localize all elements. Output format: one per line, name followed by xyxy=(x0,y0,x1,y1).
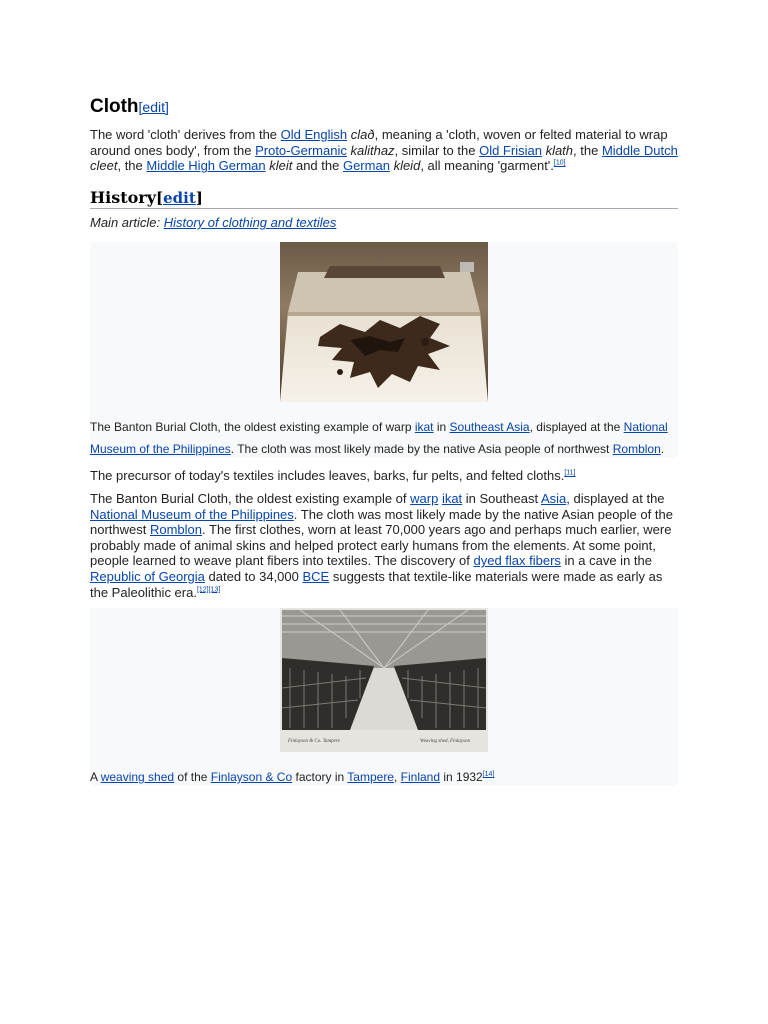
precursor-paragraph: The precursor of today's textiles includes leaves, barks, fur pelts, and felted cloths.[11] xyxy=(90,468,576,483)
main-article-hatnote: Main article: History of clothing and textiles xyxy=(90,215,337,230)
history-heading: History[edit] xyxy=(90,188,678,209)
link-old-frisian[interactable]: Old Frisian xyxy=(479,142,542,158)
figure-weaving-shed xyxy=(90,608,678,786)
link-old-english[interactable]: Old English xyxy=(280,127,348,142)
link-national-museum[interactable]: National Museum of the Philippines xyxy=(90,506,294,522)
link-proto-germanic[interactable]: Proto-Germanic xyxy=(255,142,347,158)
link-republic-of-georgia[interactable]: Republic of Georgia xyxy=(90,568,205,584)
reference-link[interactable]: [10] xyxy=(553,159,566,167)
reference-link[interactable]: [12][13] xyxy=(196,586,221,594)
link-tampere[interactable]: Tampere xyxy=(347,770,394,784)
link-ikat[interactable]: ikat xyxy=(441,491,463,506)
link-ikat[interactable]: ikat xyxy=(414,420,434,434)
section-heading xyxy=(90,96,678,118)
link-weaving-shed[interactable]: weaving shed xyxy=(100,770,175,784)
figure-banton-cloth xyxy=(90,242,678,458)
section-title: Cloth xyxy=(90,96,139,117)
figure-caption-weaving: A weaving shed of the Finlayson & Co factory in Tampere, Finland in 1932[14] xyxy=(90,770,495,784)
banton-paragraph: The Banton Burial Cloth, the oldest existing example of warp ikat in Southeast Asia, displayed at the National Museum of the Philippines. The cloth was most likely made by the native Asian people of the northwest Romblon. The first clothes, worn at least 70,000 years ago and perhaps much earlier, were probably made of animal skins and helped protect early humans from the elements. At some point, people learned to weave plant fibers into textiles. The discovery of dyed flax fibers in a cave in the Republic of Georgia dated to 34,000 BCE suggests that textile-like materials were made as early as the Paleolithic era.[12][13] xyxy=(90,491,673,600)
history-title: History xyxy=(90,188,156,207)
history-edit-link[interactable]: edit xyxy=(163,189,196,207)
link-history-clothing[interactable]: History of clothing and textiles xyxy=(163,215,337,230)
weaving-shed-photo[interactable] xyxy=(280,608,488,752)
link-bce[interactable]: BCE xyxy=(302,568,330,584)
photo-caption-left: Finlayson & Co. Tampere xyxy=(288,739,340,744)
link-german[interactable]: German xyxy=(342,158,390,174)
link-warp[interactable]: warp xyxy=(410,491,439,506)
banton-cloth-photo[interactable] xyxy=(280,242,488,402)
link-middle-dutch[interactable]: Middle Dutch xyxy=(601,142,678,158)
link-finland[interactable]: Finland xyxy=(400,770,441,784)
link-romblon[interactable]: Romblon xyxy=(612,442,661,456)
link-romblon[interactable]: Romblon xyxy=(149,522,203,538)
link-middle-high-german[interactable]: Middle High German xyxy=(146,158,266,174)
reference-link[interactable]: [11] xyxy=(564,469,576,477)
figure-caption-banton: The Banton Burial Cloth, the oldest existing example of warp ikat in Southeast Asia, displayed at the National Museum of the Philippines. The cloth was most likely made by the native Asia people of northwest Romblon. xyxy=(90,420,668,456)
intro-paragraph: The word 'cloth' derives from the Old English clað, meaning a 'cloth, woven or felted material to wrap around ones body', from the Proto-Germanic kalithaz, similar to the Old Frisian klath, the Middle Dutch cleet, the Middle High German kleit and the German kleid, all meaning 'garment'.[10] xyxy=(90,127,678,174)
link-southeast-asia[interactable]: Southeast Asia xyxy=(449,420,530,434)
link-national-museum[interactable]: National Museum of the Philippines xyxy=(90,420,668,456)
link-finlayson[interactable]: Finlayson & Co xyxy=(210,770,293,784)
edit-link[interactable]: [edit] xyxy=(138,99,169,115)
link-dyed-flax-fibers[interactable]: dyed flax fibers xyxy=(473,553,561,569)
reference-link[interactable]: [14] xyxy=(482,771,495,778)
photo-caption-right: Weaving shed, Finlayson xyxy=(420,739,470,744)
link-asia[interactable]: Asia xyxy=(540,491,567,506)
